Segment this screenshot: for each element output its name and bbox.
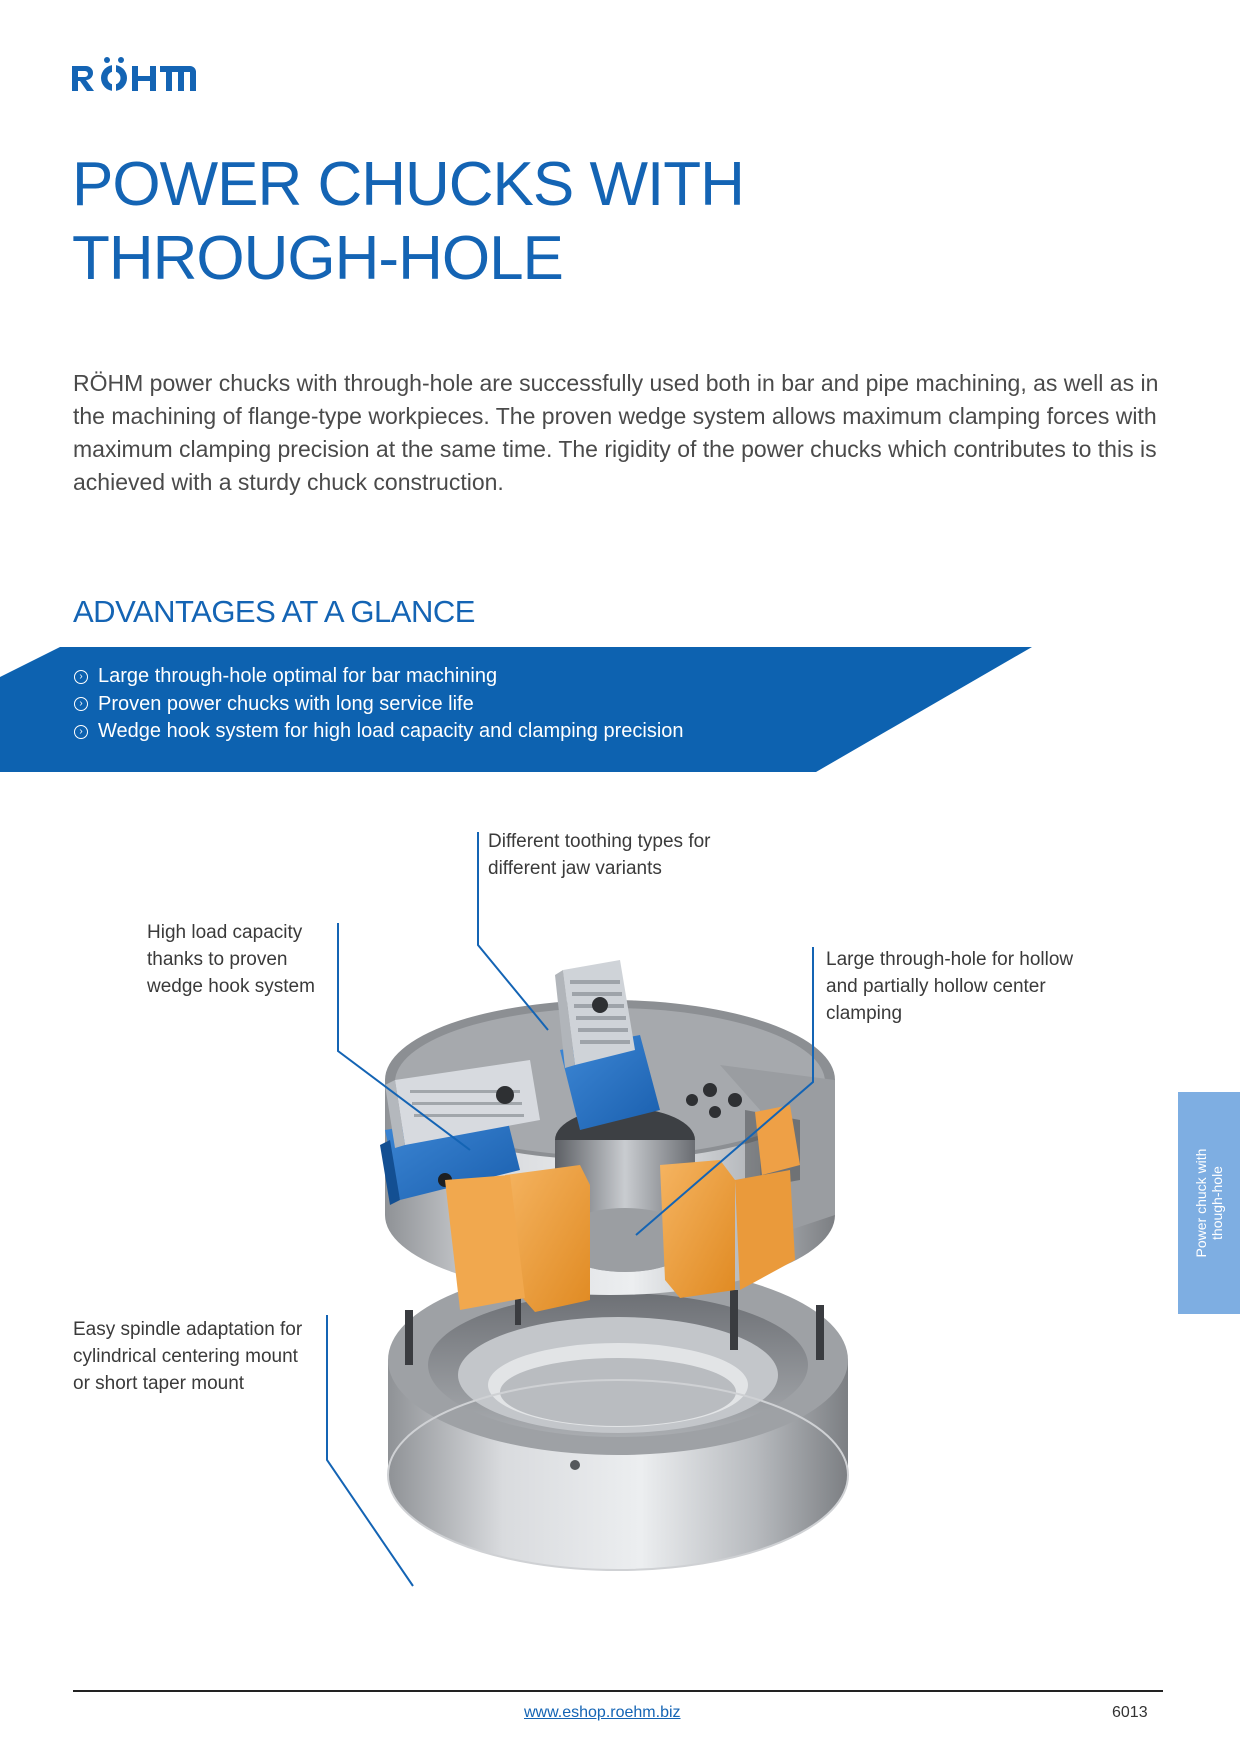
intro-paragraph: RÖHM power chucks with through-hole are successfully used both in bar and pipe machining, as well as in the machining of flange-type workpieces. The proven wedge system allows maximum clamping forces with maximum clamping precision at the same time. The rigidity of the power chucks which contributes to this is achieved with a sturdy chuck construction.: [73, 370, 1159, 495]
title-line-2: THROUGH-HOLE: [72, 224, 563, 293]
advantage-item: [74, 663, 684, 691]
advantages-list: [74, 663, 684, 746]
adapter-plate: [388, 1265, 848, 1570]
callout-load-capacity: [147, 919, 315, 1000]
callout-line: wedge hook system: [147, 976, 315, 997]
callout-line: Easy spindle adaptation for: [73, 1319, 303, 1340]
eshop-link[interactable]: www.eshop.roehm.biz: [524, 1704, 681, 1721]
callout-line: High load capacity: [147, 922, 303, 943]
advantage-text: Proven power chucks with long service life: [98, 692, 474, 715]
section-side-tab[interactable]: [1178, 1092, 1240, 1314]
callout-line: different jaw variants: [488, 858, 662, 879]
advantage-item: [74, 718, 684, 746]
arrow-right-icon: ›: [74, 697, 88, 711]
callout-line: Different toothing types for: [488, 831, 711, 852]
callout-through-hole: [826, 946, 1073, 1027]
advantage-text: Large through-hole optimal for bar machining: [98, 665, 498, 688]
callout-toothing: [488, 828, 711, 882]
callout-line: cylindrical centering mount: [73, 1346, 298, 1367]
roehm-logo: [72, 56, 212, 92]
arrow-right-icon: ›: [74, 725, 88, 739]
callout-line: Large through-hole for hollow: [826, 949, 1074, 970]
arrow-right-icon: ›: [74, 670, 88, 684]
title-line-1: POWER CHUCKS WITH: [72, 150, 744, 219]
side-tab-line: Power chuck with: [1193, 1148, 1209, 1258]
side-tab-label: [1193, 1103, 1225, 1303]
advantages-heading: ADVANTAGES AT A GLANCE: [73, 594, 475, 629]
footer-divider: [73, 1690, 1163, 1692]
page-title: [72, 148, 744, 296]
page-number: 6013: [1112, 1704, 1148, 1721]
callout-line: or short taper mount: [73, 1373, 245, 1394]
advantages-band: [0, 647, 1032, 772]
callout-line: thanks to proven: [147, 949, 288, 970]
advantage-text: Wedge hook system for high load capacity and clamping precision: [98, 720, 684, 743]
side-tab-line: though-hole: [1209, 1166, 1225, 1240]
callout-line: clamping: [826, 1003, 903, 1024]
callout-spindle: [73, 1316, 302, 1397]
advantage-item: [74, 691, 684, 719]
callout-line: and partially hollow center: [826, 976, 1046, 997]
